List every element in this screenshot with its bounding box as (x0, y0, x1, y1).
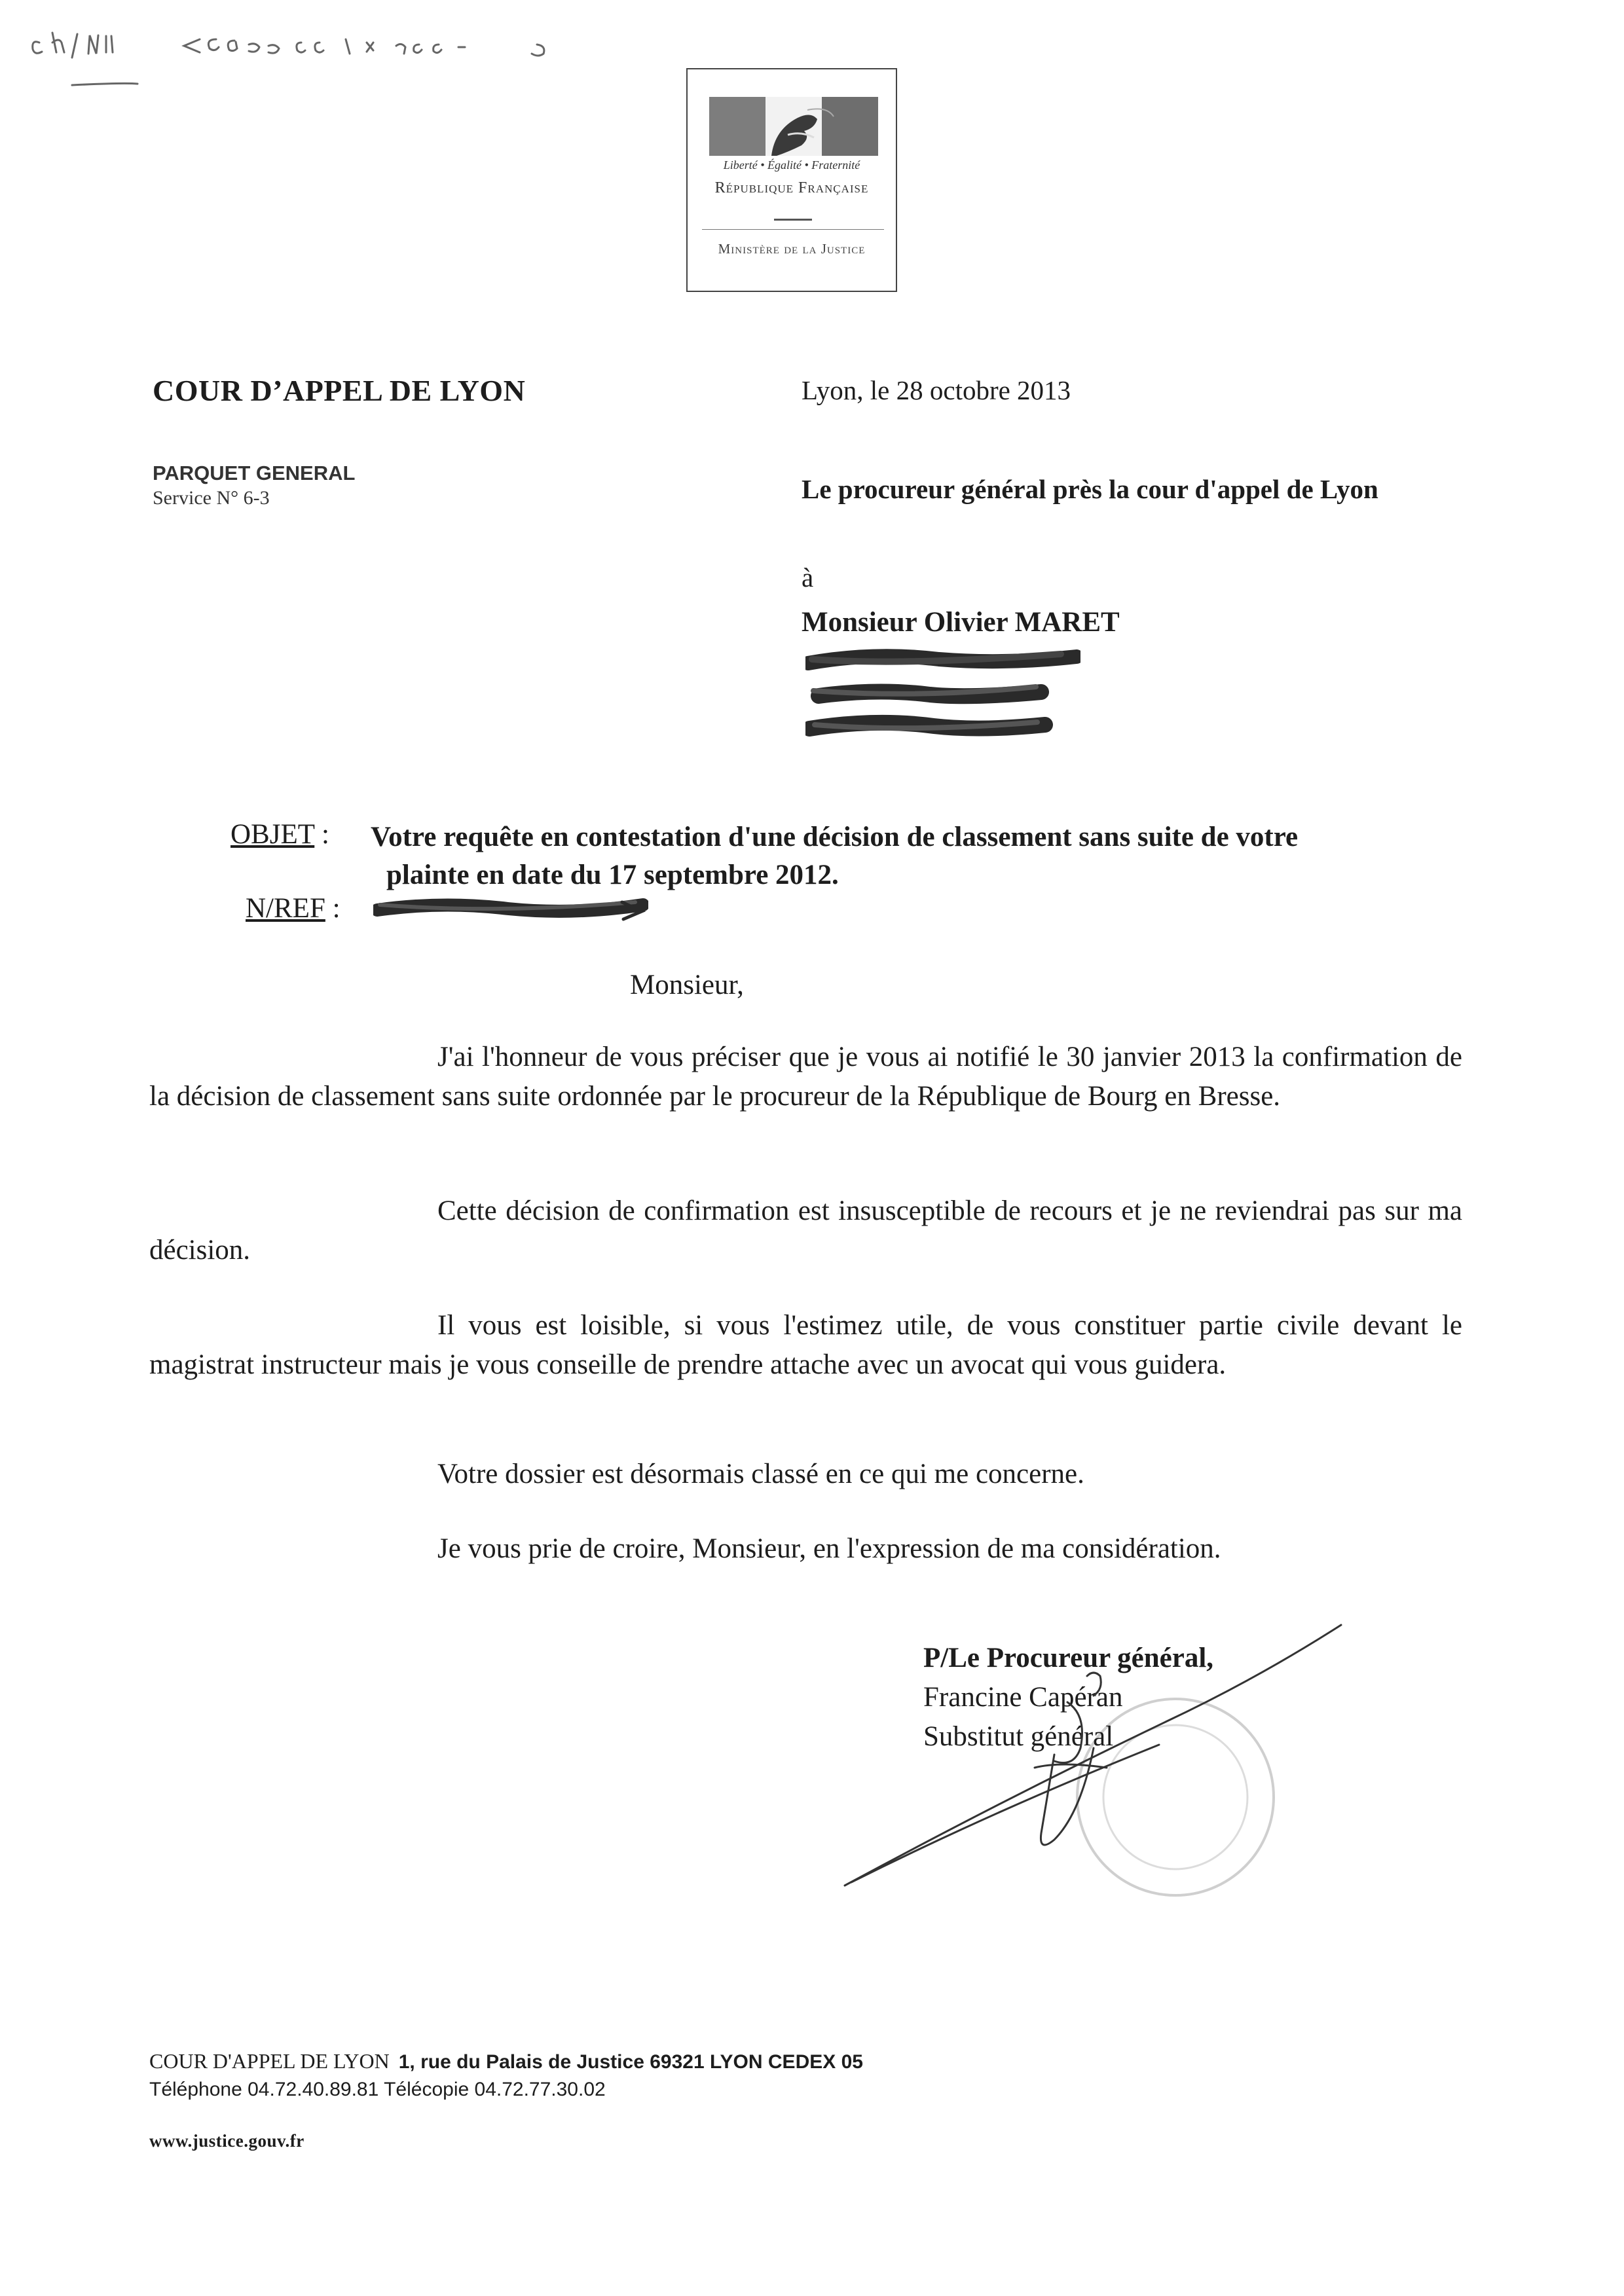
reference-label (246, 892, 341, 924)
logo-ministry-name: Ministère de la Justice (718, 241, 866, 257)
body-paragraph-5: Je vous prie de croire, Monsieur, en l'expression de ma considération. (437, 1533, 1221, 1564)
sender-line: Le procureur général près la cour d'appel de Lyon (802, 474, 1378, 504)
logo-divider (702, 229, 884, 230)
service-number: Service N° 6-3 (153, 487, 270, 509)
to-word: à (802, 562, 814, 592)
letter-date: Lyon, le 28 octobre 2013 (802, 375, 1071, 405)
object-line-1: Votre requête en contestation d'une décision de classement sans suite de votre (371, 822, 1299, 852)
reference-label-text: N/REF (246, 893, 325, 924)
marianne-logo (686, 68, 897, 292)
signatory-name: Francine Capéran (923, 1682, 1123, 1713)
footer-website: www.justice.gouv.fr (149, 2131, 304, 2151)
court-title: COUR D’APPEL DE LYON (153, 374, 526, 407)
body-paragraph-2: Cette décision de confirmation est insusceptible de recours et je ne reviendrai pas sur ma décision. (149, 1195, 1462, 1266)
body-paragraph-1: J'ai l'honneur de vous préciser que je vous ai notifié le 30 janvier 2013 la confirmation de la décision de classement sans suite ordonnée par le procureur de la République de Bourg en Bresse. (149, 1042, 1462, 1112)
body-paragraph-3: Il vous est loisible, si vous l'estimez utile, de vous constituer partie civile devant le magistrat instructeur mais je vous conseille de prendre attache avec un avocat qui vous guidera. (149, 1310, 1462, 1380)
object-text (371, 818, 1458, 894)
handwritten-scribble (26, 13, 570, 98)
signatory-role: Substitut général (923, 1721, 1114, 1752)
footer-court-name: COUR D'APPEL DE LYON (149, 2049, 390, 2073)
footer-address: 1, rue du Palais de Justice 69321 LYON CEDEX 05 (398, 2051, 863, 2073)
logo-rule (774, 219, 812, 221)
object-label-text: OBJET (231, 819, 315, 850)
object-label (231, 818, 329, 850)
object-separator: : (314, 819, 329, 850)
department-name: PARQUET GENERAL (153, 462, 356, 484)
handwritten-signature (838, 1624, 1349, 1899)
object-line-2: plainte en date du 17 septembre 2012. (386, 860, 839, 890)
salutation: Monsieur, (630, 970, 744, 1000)
footer-address-line (149, 2049, 863, 2073)
footer-phones: Téléphone 04.72.40.89.81 Télécopie 04.72.77.30.02 (149, 2079, 606, 2100)
redacted-reference (373, 890, 648, 930)
marianne-flag-icon (709, 97, 878, 156)
recipient-name: Monsieur Olivier MARET (802, 607, 1120, 638)
body-paragraph-4: Votre dossier est désormais classé en ce qui me concerne. (437, 1459, 1084, 1489)
redacted-address (805, 645, 1080, 750)
logo-motto: Liberté • Égalité • Fraternité (723, 158, 860, 172)
logo-republic-name: République Française (714, 179, 869, 196)
reference-separator: : (325, 893, 341, 924)
signature-title: P/Le Procureur général, (923, 1643, 1214, 1673)
